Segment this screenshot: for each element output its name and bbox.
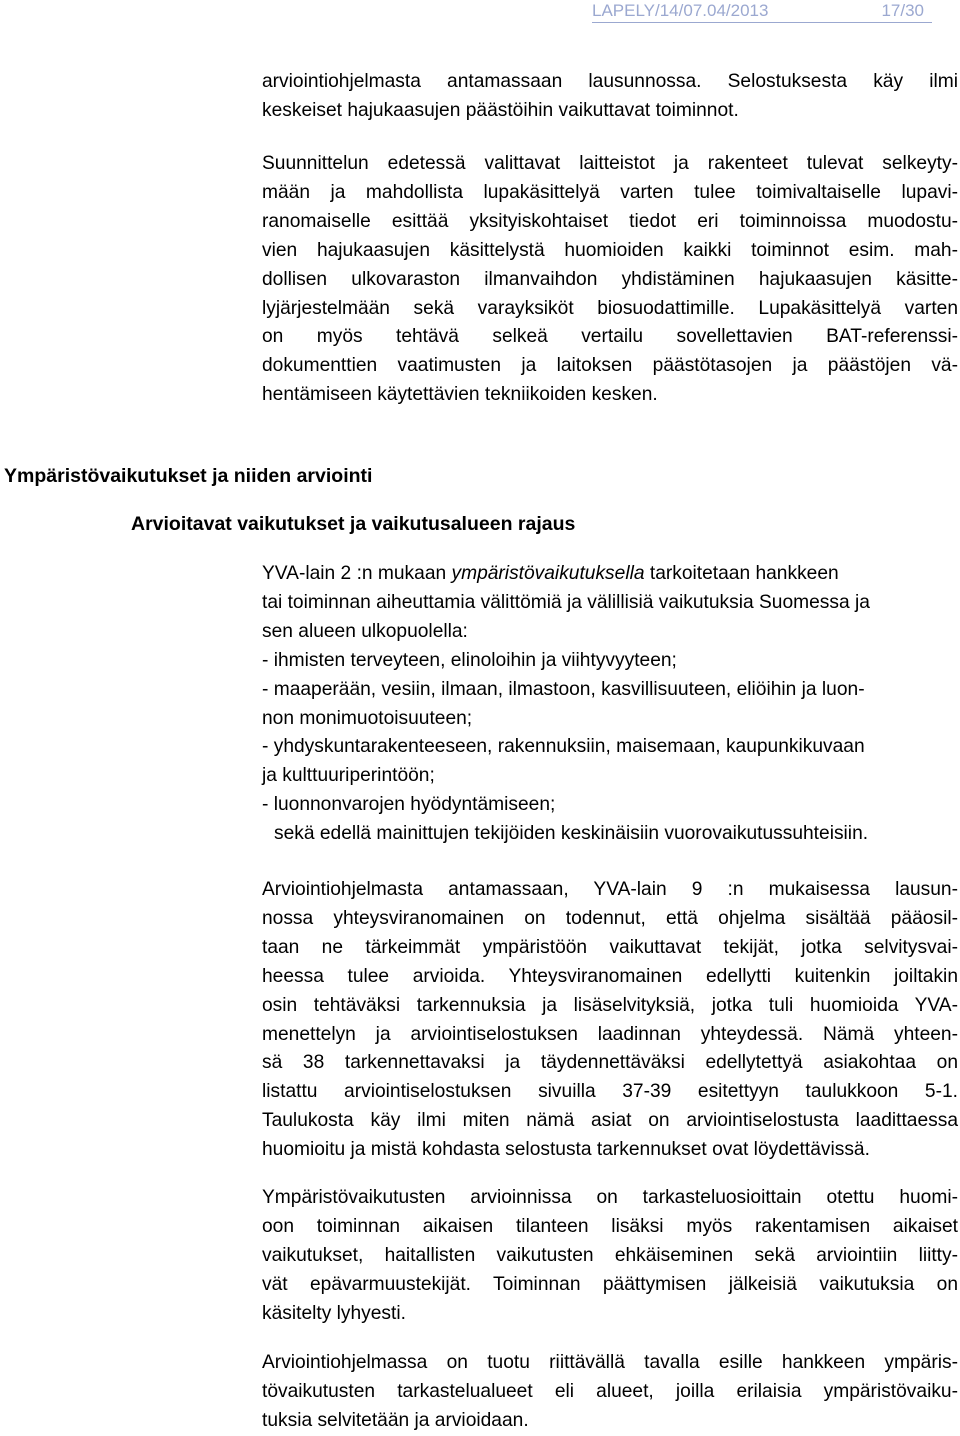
- text-segment: :n mukaan: [356, 563, 452, 584]
- text-segment: YVA-lain 2: [262, 563, 357, 584]
- text-line: heessa tulee arvioida. Yhteysviranomainen edellytti kuitenkin joiltakin: [262, 965, 958, 987]
- document-id: LAPELY/14/07.04/2013: [592, 1, 769, 20]
- text-line: menettelyn ja arviointiselostuksen laadinnan yhteydessä. Nämä yhteen-: [262, 1023, 958, 1045]
- text-line: ranomaiselle esittää yksityiskohtaiset tiedot eri toiminnoissa muodostu-: [262, 210, 958, 232]
- text-line: taan ne tärkeimmät ympäristöön vaikuttavat tekijät, jotka selvitysvai-: [262, 936, 958, 958]
- text-line: [262, 560, 958, 589]
- text-line: tövaikutusten tarkastelualueet eli alueet, joilla erilaisia ympäristövaiku-: [262, 1380, 958, 1402]
- text-line: hentämiseen käytettävien tekniikoiden kesken.: [262, 384, 658, 406]
- text-line: ja kulttuuriperintöön;: [262, 765, 435, 787]
- italic-term: ympäristövaikutuksella: [451, 563, 645, 584]
- paragraph-1: [262, 68, 958, 126]
- paragraph-2: [262, 150, 958, 410]
- text-line: listattu arviointiselostuksen sivuilla 37-39 esitettyyn taulukkoon 5-1.: [262, 1081, 958, 1103]
- text-line: Ympäristövaikutusten arvioinnissa on tarkasteluosioittain otettu huomi-: [262, 1187, 958, 1208]
- text-line: dollisen ulkovaraston ilmanvaihdon yhdistäminen hajukaasujen käsitte-: [262, 268, 958, 290]
- text-line: on myös tehtävä selkeä vertailu sovellettavien BAT-referenssi-: [262, 326, 958, 348]
- list-item: - ihmisten terveyteen, elinoloihin ja viihtyvyyteen;: [262, 649, 677, 671]
- text-line: vaikutukset, haitallisten vaikutusten ehkäiseminen sekä arviointiin liitty-: [262, 1244, 958, 1266]
- header-rule: [592, 22, 932, 23]
- section-heading: Ympäristövaikutukset ja niiden arviointi: [4, 465, 373, 487]
- text-line: keskeiset hajukaasujen päästöihin vaikuttavat toiminnot.: [262, 99, 739, 121]
- text-line: sekä edellä mainittujen tekijöiden keskinäisiin vuorovaikutussuhteisiin.: [274, 823, 869, 845]
- text-line: Arviointiohjelmasta antamassaan, YVA-lain 9 :n mukaisessa lausun-: [262, 879, 958, 900]
- text-line: osin tehtäväksi tarkennuksia ja lisäselvityksiä, jotka tuli huomioida YVA-: [262, 994, 958, 1016]
- paragraph-3: [262, 560, 958, 849]
- text-line: tai toiminnan aiheuttamia välittömiä ja välillisiä vaikutuksia Suomessa ja: [262, 591, 870, 613]
- subsection-heading: Arvioitavat vaikutukset ja vaikutusalueen rajaus: [131, 513, 576, 535]
- list-item: - yhdyskuntarakenteeseen, rakennuksiin, maisemaan, kaupunkikuvaan: [262, 736, 865, 758]
- text-line: lyjärjestelmään sekä varayksiköt biosuodattimille. Lupakäsittelyä varten: [262, 297, 958, 319]
- text-line: non monimuotoisuuteen;: [262, 707, 473, 729]
- page-header: [592, 0, 932, 24]
- text-line: huomioitu ja mistä kohdasta selostusta tarkennukset ovat löydettävissä.: [262, 1139, 870, 1161]
- text-line: vät epävarmuustekijät. Toiminnan päättymisen jälkeisiä vaikutuksia on: [262, 1273, 958, 1295]
- text-line: Suunnittelun edetessä valittavat laitteistot ja rakenteet tulevat selkeyty-: [262, 153, 958, 174]
- text-line: Arviointiohjelmassa on tuotu riittävällä tavalla esille hankkeen ympäris-: [262, 1352, 958, 1373]
- text-line: sä 38 tarkennettavaksi ja täydennettäväksi edellytettyä asiakohtaa on: [262, 1052, 958, 1074]
- text-line: käsitelty lyhyesti.: [262, 1302, 406, 1324]
- page-number: 17/30: [881, 1, 924, 20]
- list-item: - luonnonvarojen hyödyntämiseen;: [262, 794, 556, 816]
- text-line: Taulukosta käy ilmi miten nämä asiat on arviointiselostusta laadittaessa: [262, 1110, 958, 1132]
- paragraph-5: [262, 1184, 958, 1329]
- text-line: oon toiminnan aikaisen tilanteen lisäksi myös rakentamisen aikaiset: [262, 1215, 958, 1237]
- text-line: sen alueen ulkopuolella:: [262, 620, 468, 642]
- text-line: dokumenttien vaatimusten ja laitoksen päästötasojen ja päästöjen vä-: [262, 355, 958, 377]
- paragraph-6: [262, 1349, 958, 1436]
- text-line: arviointiohjelmasta antamassaan lausunnossa. Selostuksesta käy ilmi: [262, 71, 958, 92]
- paragraph-4: [262, 876, 958, 1165]
- text-line: mään ja mahdollista lupakäsittelyä varten tulee toimivaltaiselle lupavi-: [262, 181, 958, 203]
- text-line: tuksia selvitetään ja arvioidaan.: [262, 1409, 529, 1431]
- text-line: nossa yhteysviranomainen on todennut, että ohjelma sisältää pääosil-: [262, 907, 958, 929]
- text-line: vien hajukaasujen käsittelystä huomioiden kaikki toiminnot esim. mah-: [262, 239, 958, 261]
- list-item: - maaperään, vesiin, ilmaan, ilmastoon, kasvillisuuteen, eliöihin ja luon-: [262, 678, 865, 700]
- text-segment: tarkoitetaan hankkeen: [644, 563, 839, 584]
